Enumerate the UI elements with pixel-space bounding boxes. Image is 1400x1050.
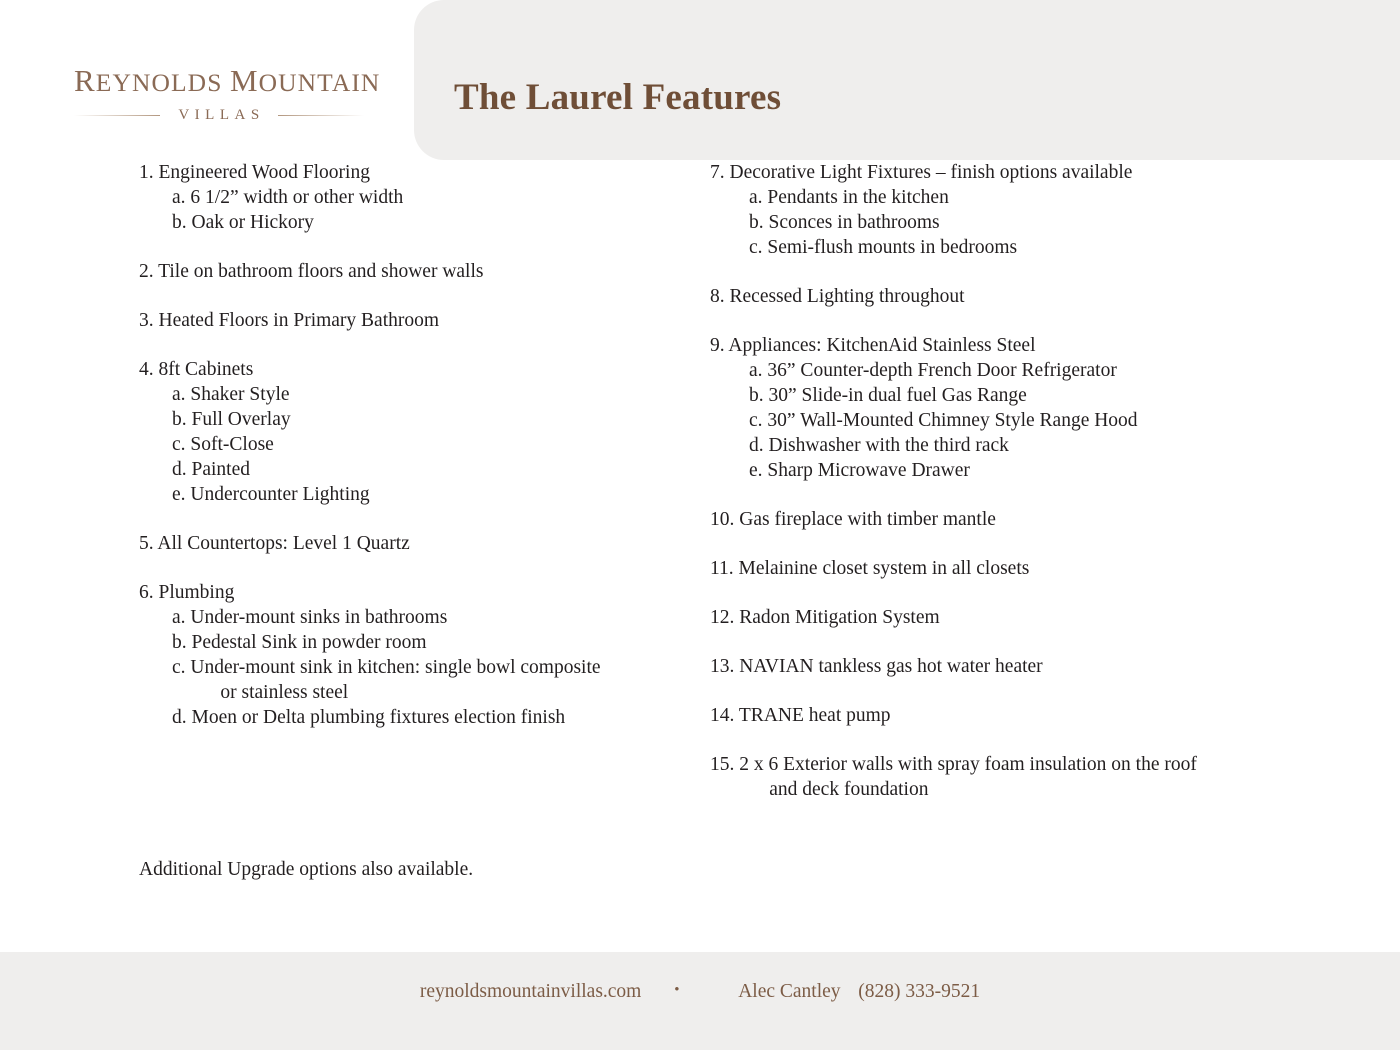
feature-item [710,160,1270,260]
feature-item-text: 13. NAVIAN tankless gas hot water heater [710,656,1043,677]
page-header [0,0,1400,160]
feature-subitem: c. Semi-flush mounts in bedrooms [749,237,1018,258]
feature-item-text: 10. Gas fireplace with timber mantle [710,509,996,530]
feature-item [139,531,679,556]
footer-contact-name: Alec Cantley [738,981,841,1002]
feature-subitem: a. Shaker Style [172,384,290,405]
feature-subitem: b. Sconces in bathrooms [749,212,940,233]
feature-subitem: c. 30” Wall-Mounted Chimney Style Range Hood [749,410,1138,431]
feature-item-text: 4. 8ft Cabinets [139,359,254,380]
feature-item-text: 15. 2 x 6 Exterior walls with spray foam insulation on the roof and deck foundation [710,754,1197,800]
feature-subitem: a. 36” Counter-depth French Door Refrigerator [749,360,1117,381]
feature-item [139,580,679,730]
feature-item-text: 2. Tile on bathroom floors and shower walls [139,261,484,282]
feature-item [710,284,1270,309]
feature-item-text: 14. TRANE heat pump [710,705,891,726]
feature-subitem: d. Dishwasher with the third rack [749,435,1009,456]
feature-item-text: 6. Plumbing [139,582,235,603]
feature-subitem-list [139,605,679,730]
feature-subitem: a. Under-mount sinks in bathrooms [172,607,448,628]
feature-item-text: 7. Decorative Light Fixtures – finish options available [710,162,1133,183]
feature-item [710,333,1270,483]
closing-note: Additional Upgrade options also available. [139,859,474,880]
feature-subitem: a. 6 1/2” width or other width [172,187,404,208]
feature-item-text: 3. Heated Floors in Primary Bathroom [139,310,440,331]
brand-rule-right-decoration [278,115,364,116]
feature-item [710,556,1270,581]
feature-item [710,752,1270,802]
brand-subtitle: VILLAS [178,107,265,124]
feature-subitem: d. Moen or Delta plumbing fixtures election finish [172,707,566,728]
feature-subitem: b. Oak or Hickory [172,212,314,233]
feature-subitem-list [139,382,679,507]
footer-separator-bullet: • [674,982,680,998]
page-footer [0,952,1400,1050]
brand-name: REYNOLDS MOUNTAIN [74,63,381,98]
feature-subitem: b. Full Overlay [172,409,291,430]
footer-contact-phone[interactable]: (828) 333-9521 [858,981,981,1002]
feature-item [139,357,679,507]
feature-subitem: e. Sharp Microwave Drawer [749,460,970,481]
page-title: The Laurel Features [454,77,782,118]
feature-item-text: 8. Recessed Lighting throughout [710,286,965,307]
feature-item [710,507,1270,532]
feature-item [139,308,679,333]
feature-item-text: 12. Radon Mitigation System [710,607,940,628]
feature-item-text: 1. Engineered Wood Flooring [139,162,370,183]
feature-item [710,605,1270,630]
brand-rule-left-decoration [74,115,160,116]
footer-contact-line [0,981,1400,1003]
feature-subitem: b. Pedestal Sink in powder room [172,632,427,653]
feature-item-text: 11. Melainine closet system in all closets [710,558,1030,579]
features-content [0,160,1400,952]
brand-logo [74,63,381,124]
feature-subitem: d. Painted [172,459,250,480]
feature-item [139,259,679,284]
feature-subitem-list [710,358,1270,483]
feature-item [139,160,679,235]
feature-subitem: c. Under-mount sink in kitchen: single bowl composite or stainless steel [172,657,601,703]
feature-subitem: e. Undercounter Lighting [172,484,370,505]
feature-item [710,654,1270,679]
brand-subtitle-row [74,107,364,124]
feature-subitem-list [139,185,679,235]
feature-subitem: a. Pendants in the kitchen [749,187,949,208]
features-column-left [139,160,679,754]
feature-subitem: b. 30” Slide-in dual fuel Gas Range [749,385,1027,406]
feature-item-text: 5. All Countertops: Level 1 Quartz [139,533,410,554]
footer-website[interactable]: reynoldsmountainvillas.com [419,981,642,1002]
feature-subitem: c. Soft-Close [172,434,274,455]
features-column-right [710,160,1270,826]
feature-item [710,703,1270,728]
feature-item-text: 9. Appliances: KitchenAid Stainless Steel [710,335,1036,356]
feature-subitem-list [710,185,1270,260]
